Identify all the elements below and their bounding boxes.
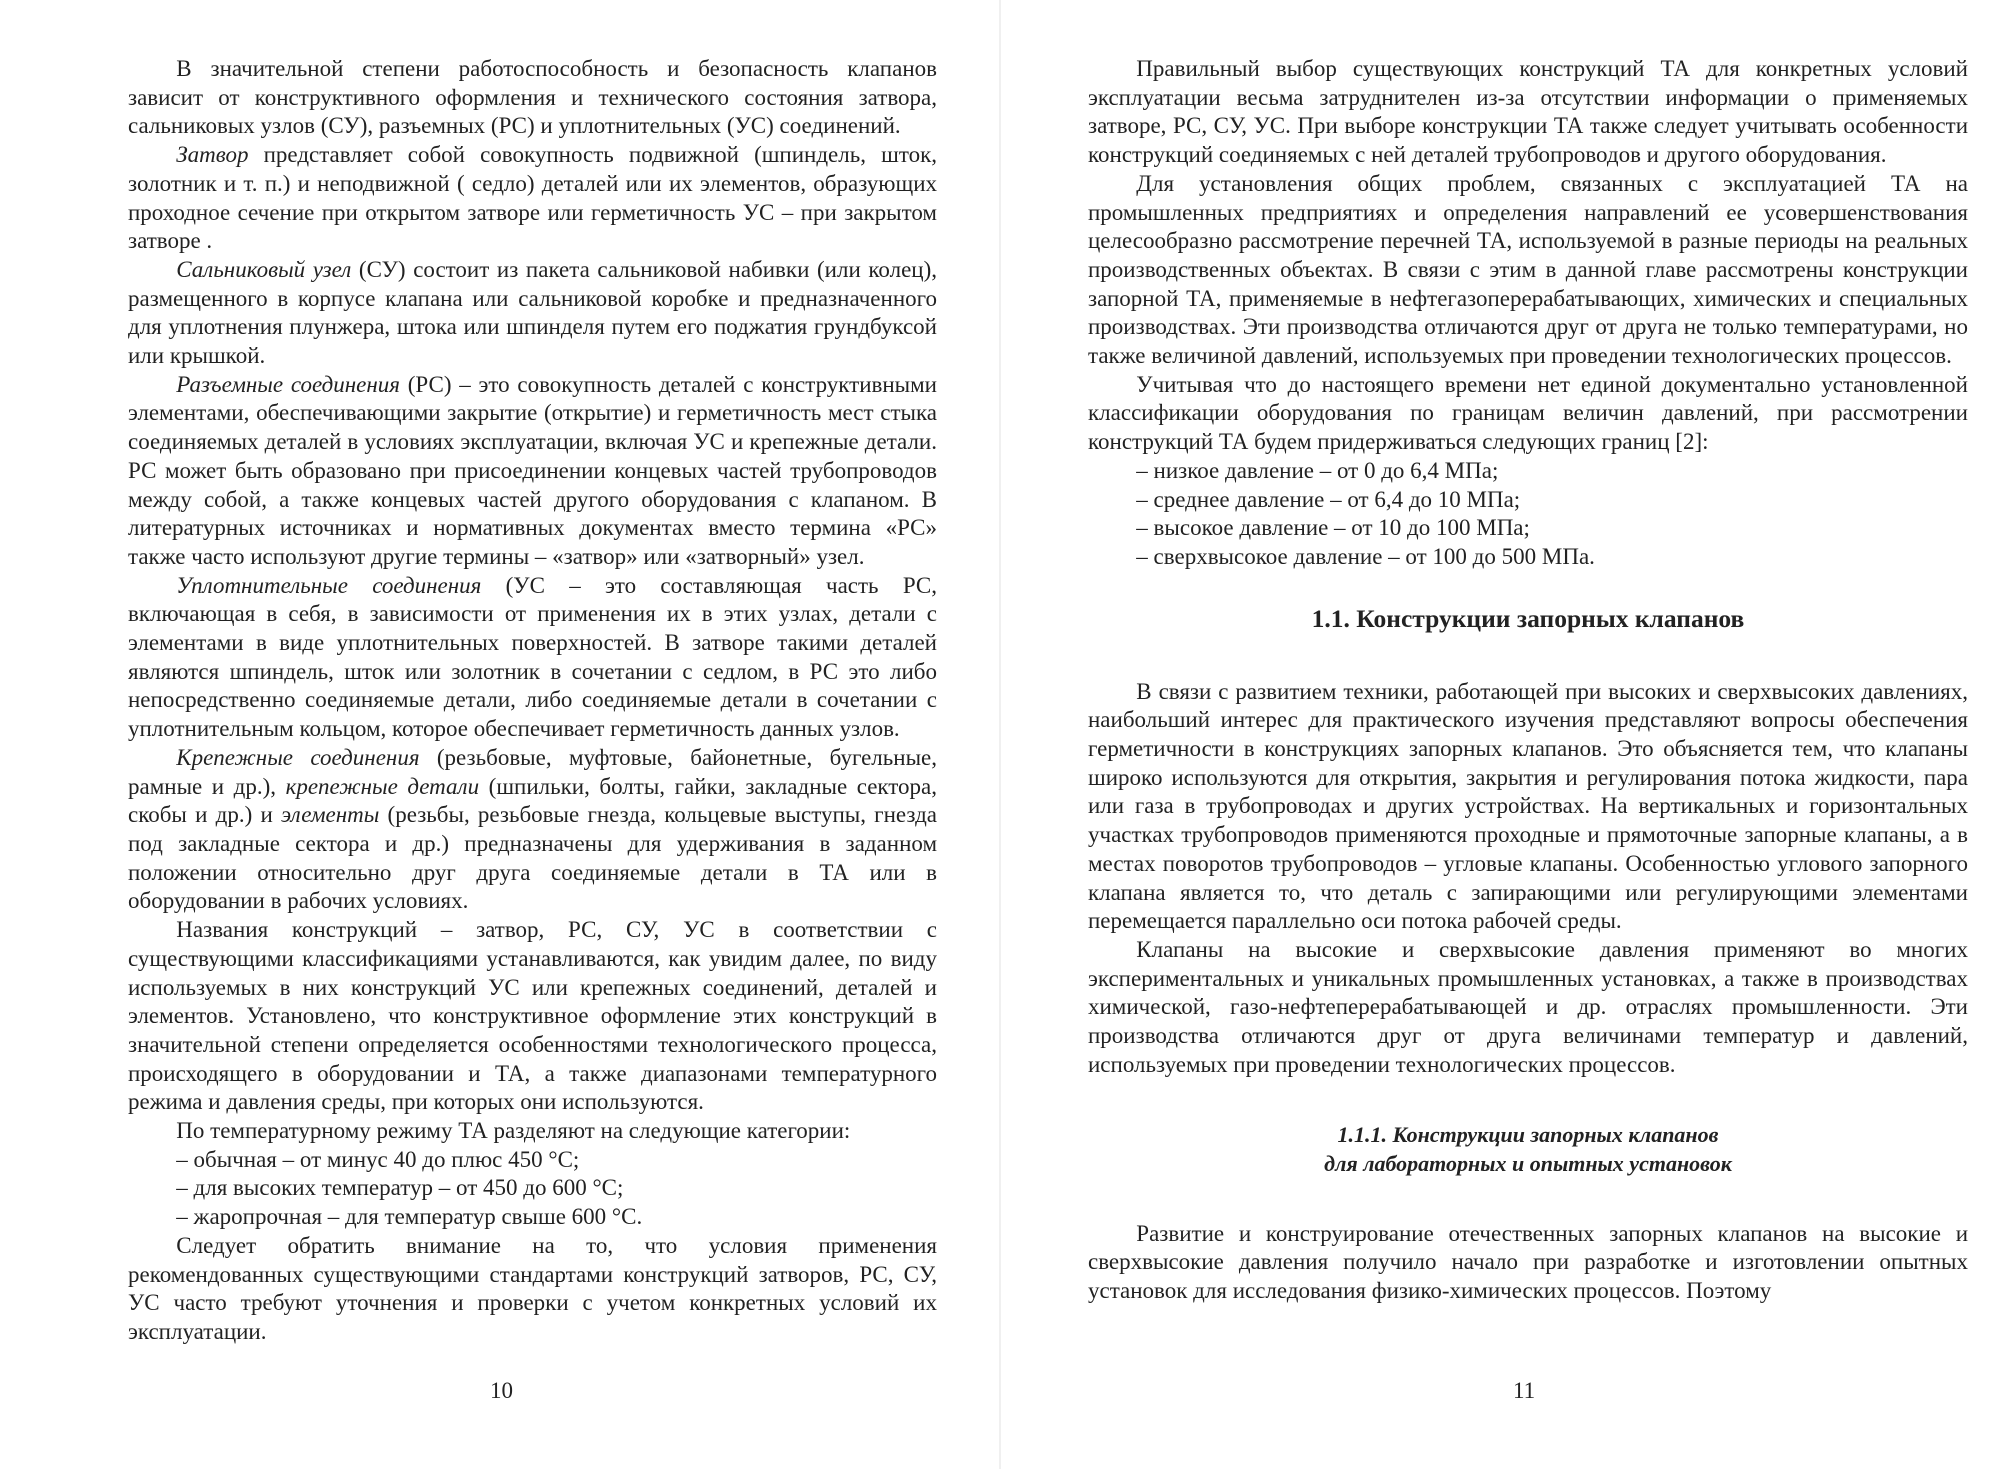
paragraph: Учитывая что до настоящего времени нет единой документально установленной классификации оборудования по границам величин давлений, при рассмотрении конструкций ТА будем придерживаться следующих границ [2]: [1088,371,1968,455]
list-item: – высокое давление – от 10 до 100 МПа; [1136,515,1530,541]
paragraph: Уплотнительные соединения (УС – это составляющая часть РС, включающая в себя, в зависимости от применения их в этих узлах, детали с элементами в виде уплотнительных поверхностей. В затворе такими деталей являются шпиндель, шток или золотник в сочетании с седлом, в РС это либо непосредственно соединяемые детали, либо соединяемые детали в сочетании с уплотнительным кольцом, которое обеспечивает герметичность данных узлов. [128,572,937,742]
paragraph: Сальниковый узел (СУ) состоит из пакета сальниковой набивки (или колец), размещенного в корпусе клапана или сальниковой коробке и предназначенного для уплотнения плунжера, штока или шпинделя путем его поджатия грундбуксой или крышкой. [128,256,938,369]
term: Крепежные соединения [176,744,420,770]
paragraph: Клапаны на высокие и сверхвысокие давления применяют во многих экспериментальных и уникальных промышленных установках, а также в производствах химической, газо-нефтеперерабатывающей и др. отраслях промышленности. Эти производства отличаются друг от друга величинами температур и давлений, используемых при проведении технологических процессов. [1088,936,1968,1077]
paragraph: Правильный выбор существующих конструкций ТА для конкретных условий эксплуатации весьма затруднителен из-за отсутствии информации о применяемых затворе, РС, СУ, УС. При выборе конструкции ТА также следует учитывать особенности конструкций соединяемых с ней деталей трубопроводов и другого оборудования. [1088,56,1968,168]
paragraph: Названия конструкций – затвор, РС, СУ, УС в соответствии с существующими классификациями устанавливаются, как увидим далее, по виду используемых в них конструкций УС или крепежных соединений, деталей и элементов. Установлено, что конструктивное оформление этих конструкций в значительной степени определяется особенностями технологического процесса, происходящего в оборудовании и ТА, а также диапазонами температурного режима и давления среды, при которых они используются. [128,917,937,1115]
list-item: – сверхвысокое давление – от 100 до 500 МПа. [1136,543,1595,569]
term: элементы [281,802,380,828]
list-item: – среднее давление – от 6,4 до 10 МПа; [1136,486,1521,512]
right-page [1000,0,2000,1469]
term: Затвор [176,142,249,168]
list-item: – обычная – от минус 40 до плюс 450 °С; [176,1146,580,1172]
paragraph: По температурному режиму ТА разделяют на следующие категории: [176,1118,851,1144]
page-number: 11 [1513,1378,1536,1403]
subsection-heading [1088,1120,1968,1178]
term: Разъемные соединения [176,371,400,397]
paragraph: Крепежные соединения (резьбовые, муфтовые, байонетные, бугельные, рамные и др.), крепежные детали (шпильки, болты, гайки, закладные сектора, скобы и др.) и элементы (резьбы, резьбовые гнезда, кольцевые выступы, гнезда под закладные сектора и др.) предназначены для удерживания в заданном положении относительно друг друга соединяемые детали в ТА или в оборудовании в рабочих условиях. [128,744,938,914]
subsection-heading-line: для лабораторных и опытных установок [1324,1150,1732,1176]
paragraph: В значительной степени работоспособность и безопасность клапанов зависит от конструктивного оформления и технического состояния затвора, сальниковых узлов (СУ), разъемных (РС) и уплотнительных (УС) соединений. [128,56,937,139]
list-item: – для высоких температур – от 450 до 600 °С; [176,1175,624,1201]
paragraph: Следует обратить внимание на то, что условия применения рекомендованных существующими стандартами конструкций затворов, РС, СУ, УС часто требуют уточнения и проверки с учетом конкретных условий их эксплуатации. [128,1232,937,1344]
term: Сальниковый узел [176,256,352,282]
paragraph: Затвор представляет собой совокупность подвижной (шпиндель, шток, золотник и т. п.) и неподвижной ( седло) деталей или их элементов, образующих проходное сечение при открытом затворе или герметичность УС – при закрытом затворе . [128,142,937,254]
term: крепежные детали [285,773,480,799]
page-number: 10 [490,1378,513,1403]
paragraph: Для установления общих проблем, связанных с эксплуатацией ТА на промышленных предприятиях и определения направлений ее усовершенствования целесообразно рассмотрение перечней ТА, используемой в разные периоды на реальных производственных объектах. В связи с этим в данной главе рассмотрены конструкции запорной ТА, применяемые в нефтегазоперерабатывающих, химических и специальных производствах. Эти производства отличаются друг от друга не только температурами, но также величиной давлений, используемых при проведении технологических процессов. [1088,170,1968,369]
paragraph: В связи с развитием техники, работающей при высоких и сверхвысоких давлениях, наибольший интерес для практического изучения представляют вопросы обеспечения герметичности в конструкциях запорных клапанов. Это объясняется тем, что клапаны широко используются для открытия, закрытия и регулирования потока жидкости, пара или газа в трубопроводах и других устройствах. На вертикальных и горизонтальных участках трубопроводов применяются проходные и прямоточные запорные клапаны, а в местах поворотов трубопроводов – угловые клапаны. Особенностью углового запорного клапана является то, что деталь с запирающими или регулирующими элементами перемещается параллельно оси потока рабочей среды. [1088,678,1968,934]
subsection-heading-line: 1.1.1. Конструкции запорных клапанов [1337,1121,1719,1147]
paragraph: Развитие и конструирование отечественных запорных клапанов на высокие и сверхвысокие давления получило начало при разработке и изготовлении опытных установок для исследования физико-химических процессов. Поэтому [1088,1220,1968,1303]
list-item: – жаропрочная – для температур свыше 600 °С. [176,1204,643,1230]
section-heading: 1.1. Конструкции запорных клапанов [1311,603,1745,633]
list-item: – низкое давление – от 0 до 6,4 МПа; [1136,457,1499,483]
term: Уплотнительные соединения [176,572,482,598]
paragraph: Разъемные соединения (РС) – это совокупность деталей с конструктивными элементами, обеспечивающими закрытие (открытие) и герметичность мест стыка соединяемых деталей в условиях эксплуатации, включая УС и крепежные детали. РС может быть образовано при присоединении концевых частей трубопроводов между собой, а также концевых частей другого оборудования с клапаном. В литературных источниках и нормативных документах вместо термина «РС» также часто используют другие термины – «затвор» или «затворный» узел. [128,371,937,569]
